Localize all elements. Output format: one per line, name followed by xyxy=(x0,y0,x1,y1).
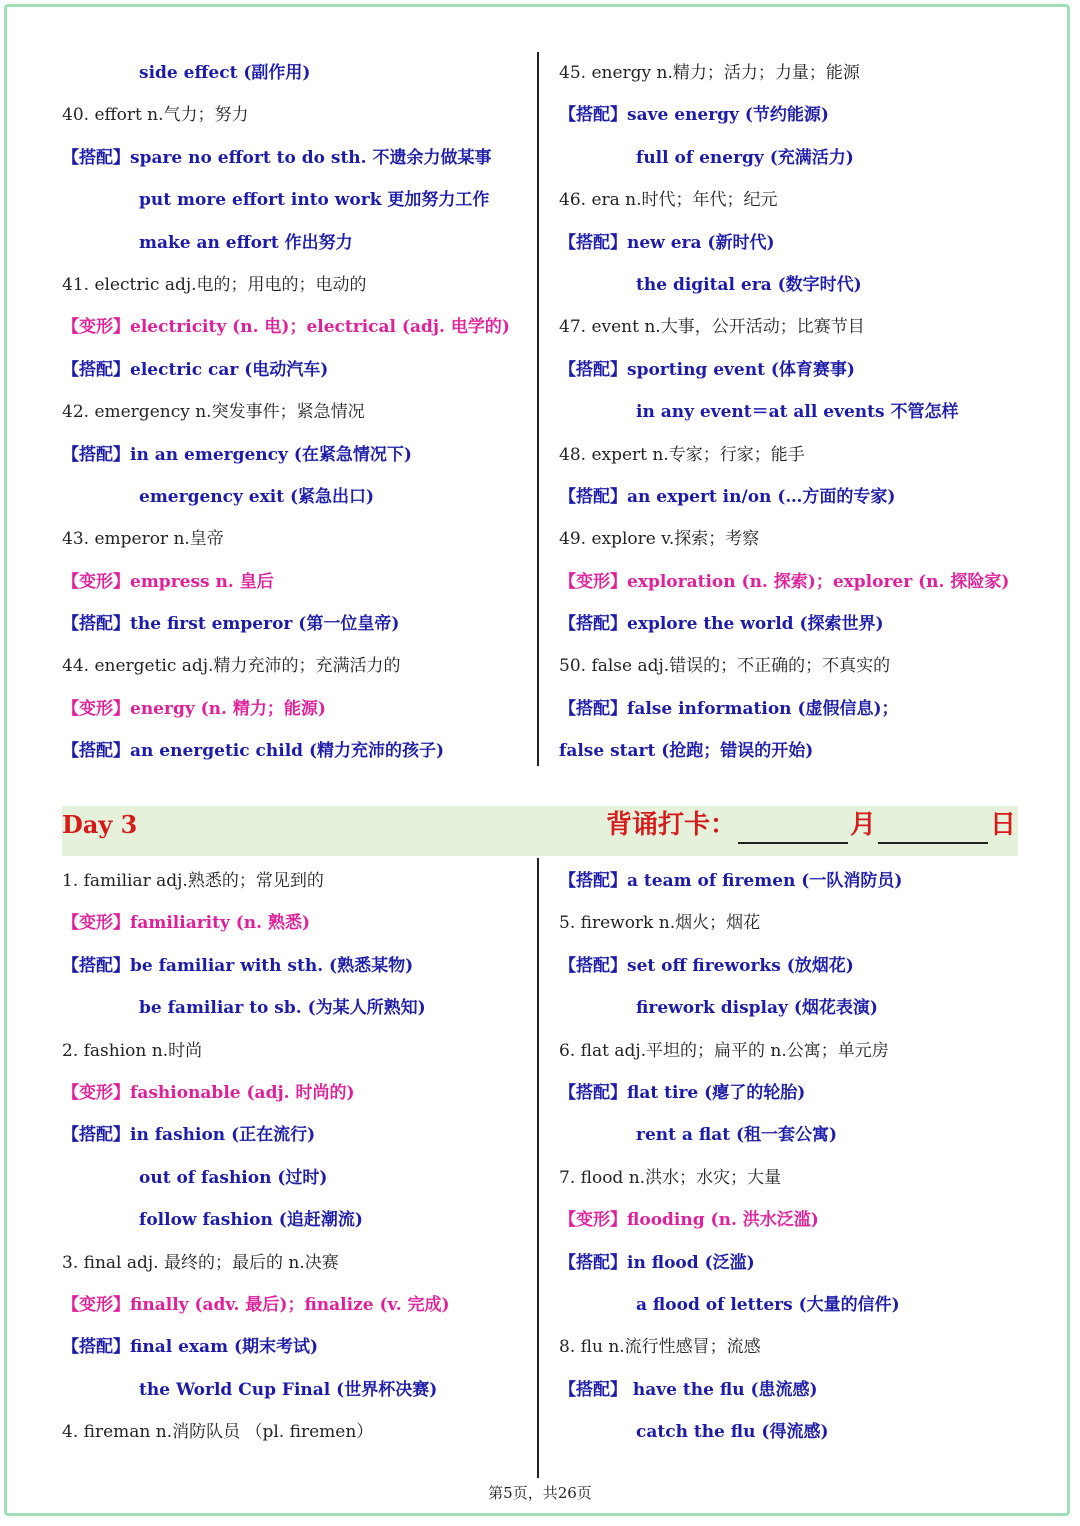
vocab-line: 【变形】finally (adv. 最后)；finalize (v. 完成) xyxy=(62,1294,450,1315)
vocab-line: 46. era n.时代；年代；纪元 xyxy=(559,190,778,211)
month-label: 月 xyxy=(849,810,876,840)
bottom-column-divider xyxy=(537,858,539,1478)
vocab-line: 【搭配】false information (虚假信息)； xyxy=(559,698,899,719)
vocab-line: full of energy (充满活力) xyxy=(636,147,854,168)
top-left-column xyxy=(62,52,532,773)
checkin-label xyxy=(606,806,1016,844)
vocab-line: the digital era (数字时代) xyxy=(636,274,862,295)
vocab-line: 【变形】empress n. 皇后 xyxy=(62,571,274,592)
vocab-line: false start (抢跑；错误的开始) xyxy=(559,741,814,762)
vocab-line: 48. expert n.专家；行家；能手 xyxy=(559,444,805,465)
top-right-column xyxy=(559,52,1019,773)
vocab-line: 【搭配】in an emergency (在紧急情况下) xyxy=(62,444,412,465)
vocab-line: a flood of letters (大量的信件) xyxy=(636,1294,900,1315)
vocab-line: 2. fashion n.时尚 xyxy=(62,1040,203,1061)
vocab-line: 【搭配】in fashion (正在流行) xyxy=(62,1125,316,1146)
vocab-line: be familiar to sb. (为某人所熟知) xyxy=(139,998,426,1019)
vocab-line: 【变形】familiarity (n. 熟悉) xyxy=(62,913,311,934)
vocab-line: 3. final adj. 最终的；最后的 n.决赛 xyxy=(62,1252,339,1273)
vocab-line: out of fashion (过时) xyxy=(139,1167,328,1188)
vocab-line: 【变形】energy (n. 精力；能源) xyxy=(62,698,326,719)
vocab-line: 【搭配】save energy (节约能源) xyxy=(559,105,829,126)
vocab-line: put more effort into work 更加努力工作 xyxy=(139,190,490,211)
vocab-line: 【搭配】new era (新时代) xyxy=(559,232,775,253)
vocab-line: 6. flat adj.平坦的；扁平的 n.公寓；单元房 xyxy=(559,1040,889,1061)
vocab-line: 【搭配】sporting event (体育赛事) xyxy=(559,359,855,380)
vocab-line: 【搭配】an expert in/on (…方面的专家) xyxy=(559,486,896,507)
day-blank xyxy=(878,816,988,844)
vocab-line: 【搭配】 have the flu (患流感) xyxy=(559,1379,818,1400)
day-unit-label: 日 xyxy=(989,810,1016,840)
vocab-line: 【搭配】the first emperor (第一位皇帝) xyxy=(62,614,400,635)
vocab-line: 1. familiar adj.熟悉的；常见到的 xyxy=(62,871,324,891)
vocab-line: firework display (烟花表演) xyxy=(636,998,878,1019)
vocab-line: 【变形】flooding (n. 洪水泛滥) xyxy=(559,1210,819,1231)
vocab-line: 7. flood n.洪水；水灾；大量 xyxy=(559,1167,782,1188)
vocab-line: 41. electric adj.电的；用电的；电动的 xyxy=(62,274,367,295)
vocab-line: 【变形】exploration (n. 探索)；explorer (n. 探险家) xyxy=(559,571,1010,592)
vocab-line: follow fashion (追赶潮流) xyxy=(139,1210,363,1231)
vocab-line: 8. flu n.流行性感冒；流感 xyxy=(559,1337,761,1358)
page-number: 第5页，共26页 xyxy=(488,1484,592,1502)
vocab-line: 42. emergency n.突发事件；紧急情况 xyxy=(62,402,365,423)
month-blank xyxy=(738,816,848,844)
vocab-line: 40. effort n.气力；努力 xyxy=(62,105,249,126)
vocab-line: 【搭配】final exam (期末考试) xyxy=(62,1337,319,1358)
vocab-line: 【搭配】in flood (泛滥) xyxy=(559,1252,755,1273)
top-column-divider xyxy=(537,52,539,766)
vocab-line: rent a flat (租一套公寓) xyxy=(636,1125,838,1146)
vocab-line: catch the flu (得流感) xyxy=(636,1422,829,1443)
vocab-line: in any event＝at all events 不管怎样 xyxy=(636,402,959,423)
vocab-line: 【搭配】electric car (电动汽车) xyxy=(62,359,329,380)
vocab-line: 【搭配】explore the world (探索世界) xyxy=(559,614,884,635)
vocab-line: 44. energetic adj.精力充沛的；充满活力的 xyxy=(62,656,401,677)
vocab-line: 5. firework n.烟火；烟花 xyxy=(559,913,761,934)
checkin-prefix: 背诵打卡： xyxy=(605,810,736,840)
vocab-line: 【搭配】an energetic child (精力充沛的孩子) xyxy=(62,741,445,762)
vocab-line: 【搭配】a team of firemen (一队消防员) xyxy=(559,871,903,891)
vocab-line: the World Cup Final (世界杯决赛) xyxy=(139,1379,438,1400)
day-label: Day 3 xyxy=(62,810,138,839)
vocab-line: 【搭配】be familiar with sth. (熟悉某物) xyxy=(62,955,414,976)
vocab-line: 【搭配】spare no effort to do sth. 不遗余力做某事 xyxy=(62,147,492,168)
vocab-line: 4. fireman n.消防队员 （pl. firemen） xyxy=(62,1422,374,1443)
vocab-line: make an effort 作出努力 xyxy=(139,232,353,253)
vocab-line: 【变形】fashionable (adj. 时尚的) xyxy=(62,1082,355,1103)
vocab-line: 45. energy n.精力；活力；力量；能源 xyxy=(559,63,860,83)
vocab-line: emergency exit (紧急出口) xyxy=(139,486,375,507)
vocab-line: 【搭配】flat tire (瘪了的轮胎) xyxy=(559,1082,806,1103)
bottom-left-column xyxy=(62,860,532,1453)
vocab-line: side effect (副作用) xyxy=(139,63,311,83)
vocab-line: 【搭配】set off fireworks (放烟花) xyxy=(559,955,854,976)
vocab-line: 47. event n.大事，公开活动；比赛节目 xyxy=(559,317,865,338)
vocab-line: 50. false adj.错误的；不正确的；不真实的 xyxy=(559,656,891,677)
bottom-right-column xyxy=(559,860,1019,1453)
vocab-line: 49. explore v.探索；考察 xyxy=(559,529,760,550)
vocab-line: 43. emperor n.皇帝 xyxy=(62,529,224,550)
vocab-line: 【变形】electricity (n. 电)；electrical (adj. 电学的) xyxy=(62,317,510,338)
